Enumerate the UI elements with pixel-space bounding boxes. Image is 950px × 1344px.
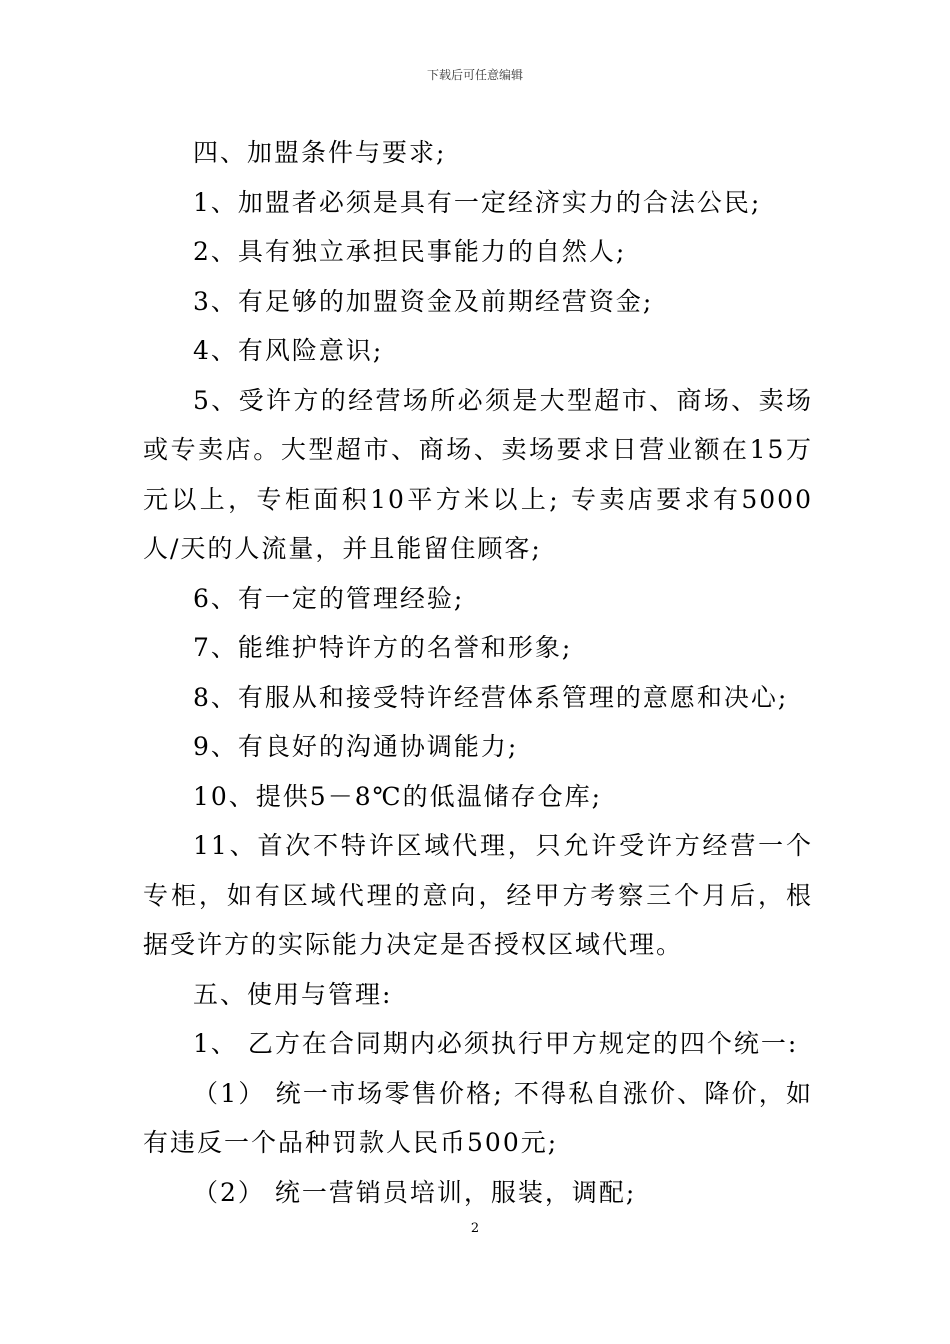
list-item: 1、 乙方在合同期内必须执行甲方规定的四个统一: bbox=[193, 1029, 799, 1058]
section-heading-5: 五、使用与管理: bbox=[193, 979, 393, 1009]
list-item: 1、加盟者必须是具有一定经济实力的合法公民; bbox=[193, 187, 762, 217]
list-item: 8、有服从和接受特许经营体系管理的意愿和决心; bbox=[193, 682, 789, 712]
list-item: 11、首次不特许区域代理，只允许受许方经营一个专柜，如有区域代理的意向，经甲方考察三个月后，根据受许方的实际能力决定是否授权区域代理。 bbox=[143, 831, 813, 959]
section-heading-4: 四、加盟条件与要求; bbox=[193, 138, 447, 167]
list-item: 3、有足够的加盟资金及前期经营资金; bbox=[193, 286, 654, 316]
list-item: （1） 统一市场零售价格; 不得私自涨价、降价，如有违反一个品种罚款人民币500元; bbox=[143, 1078, 813, 1157]
list-item: 9、有良好的沟通协调能力; bbox=[193, 732, 519, 761]
page-number: 2 bbox=[470, 1221, 480, 1236]
list-item: 4、有风险意识; bbox=[193, 336, 384, 365]
list-item: 7、能维护特许方的名誉和形象; bbox=[193, 633, 573, 662]
list-item: 2、具有独立承担民事能力的自然人; bbox=[193, 237, 627, 266]
page-header: 下载后可任意编辑 bbox=[426, 68, 523, 82]
list-item: （2） 统一营销员培训，服装，调配; bbox=[193, 1177, 637, 1207]
document-body bbox=[143, 128, 813, 1217]
list-item: 10、提供5－8℃的低温储存仓库; bbox=[193, 781, 603, 811]
list-item: 6、有一定的管理经验; bbox=[193, 583, 465, 613]
list-item: 5、受许方的经营场所必须是大型超市、商场、卖场或专卖店。大型超市、商场、卖场要求日营业额在15万元以上，专柜面积10平方米以上; 专卖店要求有5000人/天的人流量，并且能留住顾客; bbox=[143, 385, 813, 563]
